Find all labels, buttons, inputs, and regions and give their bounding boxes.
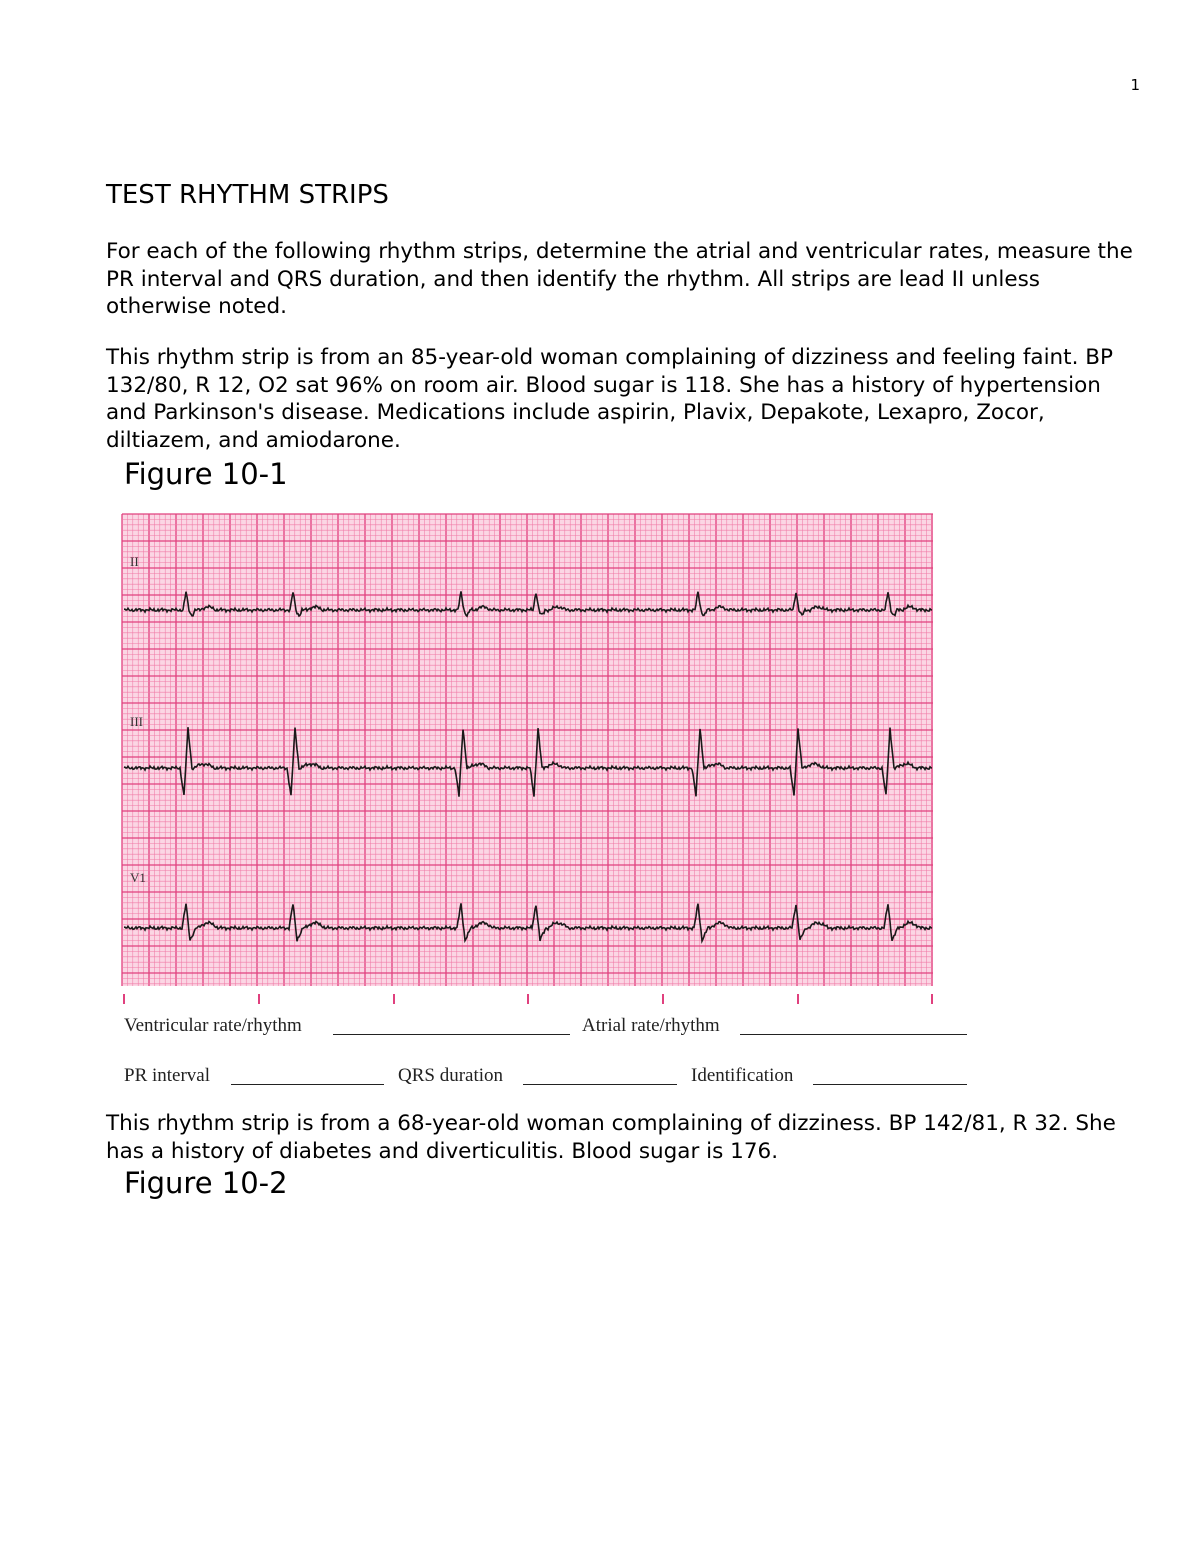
figure-2-label: Figure 10-2 [124,1166,288,1200]
lead-label-iii: III [130,714,143,729]
answer-identification-blank[interactable] [813,1084,967,1085]
answer-qrs-blank[interactable] [523,1084,677,1085]
answer-ventricular-blank[interactable] [333,1034,570,1035]
time-marker-ticks [124,994,932,1004]
page-number: 1 [1130,76,1140,94]
lead-label-ii: II [130,554,139,569]
instructions-paragraph: For each of the following rhythm strips, determine the atrial and ventricular rates, measure the PR interval and QRS duration, and then identify the rhythm. All strips are lead II unless otherwise noted. [106,239,1133,319]
answer-pr-label: PR interval [124,1065,211,1086]
answer-atrial-label: Atrial rate/rhythm [582,1015,720,1036]
answer-qrs-label: QRS duration [398,1065,504,1086]
page-title: TEST RHYTHM STRIPS [106,180,389,210]
ecg-rhythm-strip [118,508,938,1008]
case-2-description: This rhythm strip is from a 68-year-old woman complaining of dizziness. BP 142/81, R 32. She has a history of diabetes and diverticulitis. Blood sugar is 176. [106,1111,1116,1164]
lead-label-v1: V1 [130,870,146,885]
answer-atrial-blank[interactable] [740,1034,967,1035]
answer-identification-label: Identification [691,1065,794,1086]
case-1-description: This rhythm strip is from an 85-year-old woman complaining of dizziness and feeling faint. BP 132/80, R 12, O2 sat 96% on room air. Blood sugar is 118. She has a history of hypertension and Parkinson's disease. Medications include aspirin, Plavix, Depakote, Lexapro, Zocor, diltiazem, and amiodarone. [106,345,1113,453]
figure-1-label: Figure 10-1 [124,457,288,491]
answer-pr-blank[interactable] [231,1084,384,1085]
answer-ventricular-label: Ventricular rate/rhythm [124,1015,302,1036]
